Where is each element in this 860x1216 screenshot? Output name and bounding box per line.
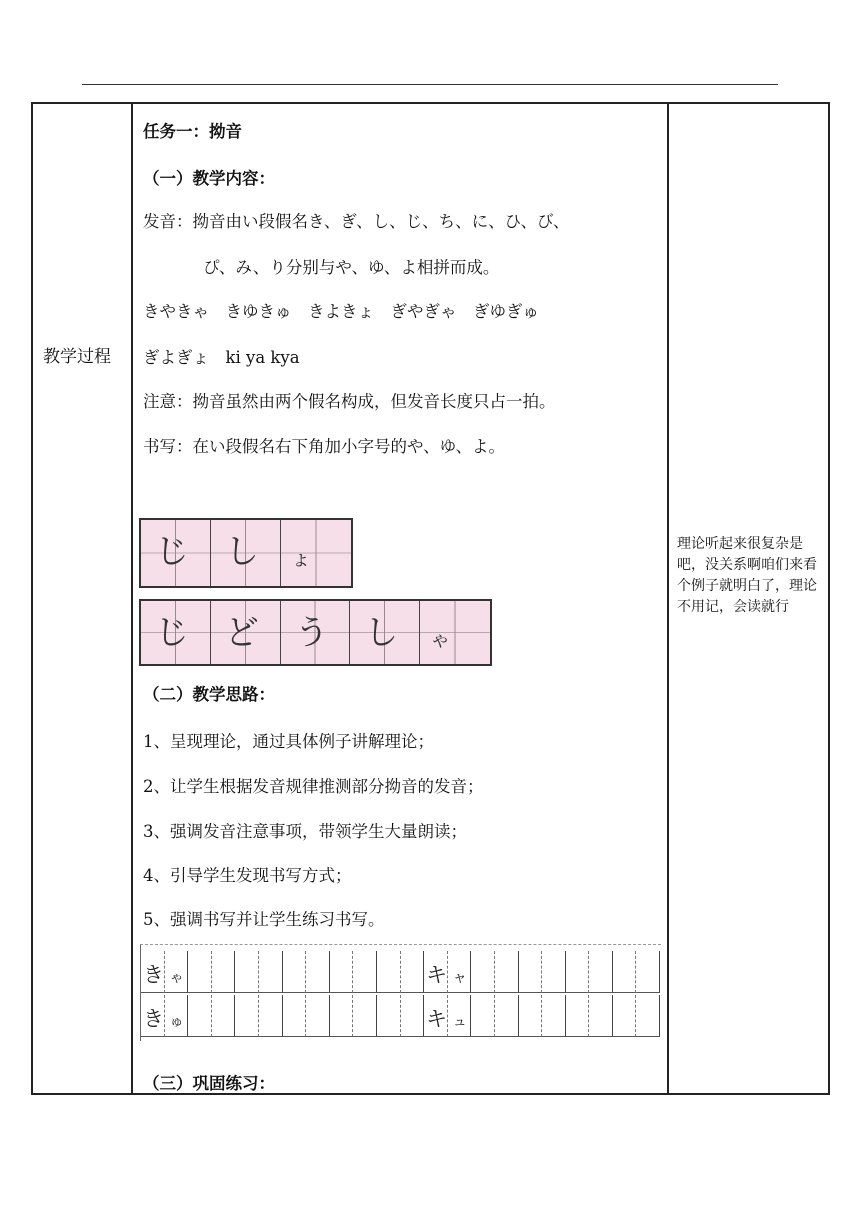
grid-char: し [225,532,259,572]
grid-char: じ [155,613,189,653]
section1-title: （一）教学内容： [143,169,275,188]
practice-cell [330,995,354,1037]
practice-cell [519,951,543,993]
practice-cell [306,951,330,993]
practice-cell [495,951,519,993]
practice-cell [165,995,189,1037]
practice-cell [330,951,354,993]
grid-cell [420,601,490,664]
attention-line: 注意：拗音虽然由两个假名构成，但发音长度只占一拍。 [143,392,556,411]
row-label-cell [33,104,131,1093]
practice-cell [306,995,330,1037]
step-2: 2、让学生根据发音规律推测部分拗音的发音； [143,777,484,796]
practice-char: ュ [452,1014,467,1030]
practice-cell [589,995,613,1037]
examples-line-1: きやきゃ きゆきゅ きよきょ ぎやぎゃ ぎゆぎゅ [143,302,539,321]
grid-cell [211,520,281,586]
practice-row-2 [141,995,661,1037]
grid-cell [141,520,211,586]
task-title: 任务一：拗音 [143,122,242,141]
practice-cell [353,951,377,993]
step-3: 3、强调发音注意事项，带领学生大量朗读； [143,822,467,841]
grid-char: ゃ [430,627,451,651]
practice-cell [448,995,472,1037]
grid-cell [281,520,351,586]
pronunciation-line-2: ぴ、み、り分别与や、ゆ、よ相拼而成。 [203,258,500,277]
practice-cell [636,951,660,993]
step-1: 1、呈现理论，通过具体例子讲解理论； [143,732,434,751]
practice-cell [542,951,566,993]
grid-cell [141,601,211,664]
practice-char: キ [426,1007,448,1031]
practice-char: ャ [452,970,467,986]
practice-cell [165,951,189,993]
practice-cell [448,951,472,993]
grid-char: ょ [291,546,311,570]
practice-cell [566,995,590,1037]
practice-cell [259,951,283,993]
step-5: 5、强调书写并让学生练习书写。 [143,910,385,929]
practice-cell [235,951,259,993]
practice-cell [141,995,165,1037]
practice-cell [613,995,637,1037]
practice-cell [566,951,590,993]
practice-cell [259,995,283,1037]
practice-cell [542,995,566,1037]
practice-cell [495,995,519,1037]
practice-cell [283,995,307,1037]
grid-cell [211,601,281,664]
practice-cell [519,995,543,1037]
practice-cell [636,995,660,1037]
practice-cell [471,951,495,993]
section3-title: （三）巩固练习： [143,1074,275,1093]
practice-cell [401,951,425,993]
practice-cell [212,995,236,1037]
column-divider-1 [131,104,133,1093]
practice-cell [377,951,401,993]
practice-cell [589,951,613,993]
grid-char: し [364,613,399,653]
practice-cell [141,951,165,993]
grid-cell [350,601,420,664]
practice-char: き [143,963,164,987]
grid-cell [281,601,351,664]
practice-cell [188,995,212,1037]
practice-cell [212,951,236,993]
writing-grid-jidousha [139,599,492,666]
practice-cell [188,951,212,993]
practice-cell [283,951,307,993]
writing-grid-jisho [139,518,353,588]
practice-row-1 [141,951,661,993]
practice-char: ゅ [169,1014,184,1030]
practice-grid [140,944,661,1041]
practice-cell [424,995,448,1037]
practice-cell [401,995,425,1037]
pronunciation-line-1: 发音：拗音由い段假名き、ぎ、し、じ、ち、に、ひ、び、 [143,212,570,231]
practice-cell [424,951,448,993]
practice-cell [353,995,377,1037]
practice-char: き [143,1007,164,1031]
step-4: 4、引导学生发现书写方式； [143,866,352,885]
practice-cell [235,995,259,1037]
side-note: 理论听起来很复杂是吧，没关系啊咱们来看个例子就明白了，理论不用记，会读就行 [677,536,817,615]
writing-line: 书写：在い段假名右下角加小字号的や、ゆ、よ。 [143,437,506,456]
grid-char: ど [224,613,259,653]
grid-char: じ [155,532,189,572]
practice-cell [471,995,495,1037]
examples-line-2: ぎよぎょ ki ya kya [143,348,300,367]
section2-title: （二）教学思路： [143,685,275,704]
row-label: 教学过程 [43,347,111,367]
column-divider-2 [667,104,669,1093]
practice-char: ゃ [169,970,184,986]
practice-cell [613,951,637,993]
grid-char: う [294,613,329,653]
practice-char: キ [426,963,448,987]
practice-cell [377,995,401,1037]
header-rule [82,84,778,85]
